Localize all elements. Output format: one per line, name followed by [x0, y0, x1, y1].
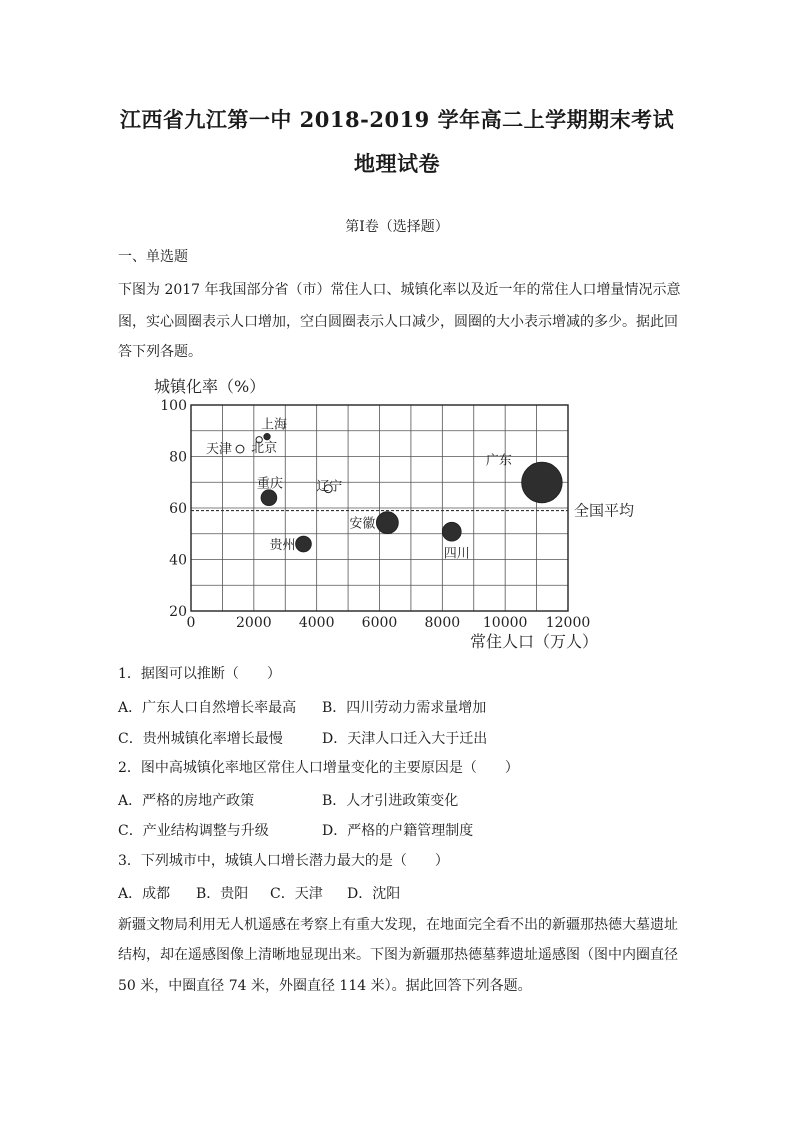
option-a: A．严格的房地产政策	[118, 793, 255, 809]
data-point-label: 天津	[205, 442, 233, 458]
intro2-line: 结构，却在遥感图像上清晰地显现出来。下图为新疆那热德墓葬遗址遥感图（图中内圈直径	[118, 947, 678, 963]
intro-line: 下图为 2017 年我国部分省（市）常住人口、城镇化率以及近一年的常住人口增量情况示意	[118, 282, 681, 298]
option-c: C．产业结构调整与升级	[118, 823, 269, 839]
data-point-label: 北京	[251, 440, 278, 456]
y-tick-label: 40	[169, 552, 187, 569]
question-stem: 2．图中高城镇化率地区常住人口增量变化的主要原因是（ ）	[118, 760, 519, 776]
option-d: D．严格的户籍管理制度	[322, 823, 474, 839]
x-tick-label: 8000	[424, 615, 461, 631]
y-axis-title: 城镇化率（%）	[154, 377, 266, 396]
option-a: A．广东人口自然增长率最高	[118, 700, 297, 716]
x-tick-label: 10000	[482, 615, 528, 631]
data-point-label: 四川	[443, 546, 470, 562]
option-a: A．成都	[118, 886, 171, 902]
data-point	[296, 536, 312, 552]
option-b: B．贵阳	[196, 886, 249, 902]
data-point	[522, 462, 562, 502]
x-tick-label: 4000	[298, 615, 335, 631]
data-point-label: 重庆	[256, 476, 283, 492]
y-tick-label: 80	[169, 449, 187, 466]
intro-line: 图，实心圆圈表示人口增加，空白圆圈表示人口减少，圆圈的大小表示增减的多少。据此回	[118, 314, 678, 330]
y-tick-label: 100	[160, 398, 187, 414]
x-tick-label: 12000	[545, 615, 591, 631]
data-point-label: 广东	[485, 453, 512, 469]
data-point-label: 上海	[261, 417, 288, 433]
data-point-label: 贵州	[269, 538, 296, 554]
average-line-label: 全国平均	[574, 501, 635, 520]
data-point	[442, 522, 461, 541]
option-c: C．天津	[270, 886, 323, 902]
intro2-line: 50 米，中圈直径 74 米，外圈直径 114 米）。据此回答下列各题。	[118, 978, 532, 994]
data-point	[264, 434, 270, 440]
exam-subtitle: 地理试卷	[354, 151, 440, 176]
x-tick-label: 6000	[361, 615, 398, 631]
x-axis-title: 常住人口（万人）	[469, 632, 598, 651]
x-tick-label: 2000	[236, 615, 272, 631]
option-d: D．沈阳	[347, 886, 401, 902]
intro-line: 答下列各题。	[118, 344, 202, 360]
option-d: D．天津人口迁入大于迁出	[322, 731, 488, 747]
section-title: 第Ⅰ卷（选择题）	[345, 219, 449, 235]
data-point-label: 辽宁	[316, 479, 343, 495]
data-point	[376, 512, 398, 534]
option-c: C．贵州城镇化率增长最慢	[118, 731, 283, 747]
exam-title: 江西省九江第一中 2018-2019 学年高二上学期期末考试	[119, 107, 675, 132]
data-point-label: 安徽	[349, 516, 376, 532]
part-title: 一、单选题	[118, 249, 188, 265]
data-point	[236, 445, 244, 453]
scatter-chart	[150, 372, 660, 652]
question-stem: 1．据图可以推断（ ）	[118, 666, 281, 682]
question-stem: 3．下列城市中，城镇人口增长潜力最大的是（ ）	[118, 853, 449, 869]
y-tick-label: 20	[169, 604, 187, 620]
option-b: B．人才引进政策变化	[322, 793, 459, 809]
intro2-line: 新疆文物局利用无人机遥感在考察上有重大发现，在地面完全看不出的新疆那热德大墓遗址	[118, 917, 678, 933]
data-point	[261, 490, 277, 506]
x-tick-label: 0	[186, 615, 196, 631]
option-b: B．四川劳动力需求量增加	[322, 700, 487, 716]
y-tick-label: 60	[169, 501, 187, 517]
